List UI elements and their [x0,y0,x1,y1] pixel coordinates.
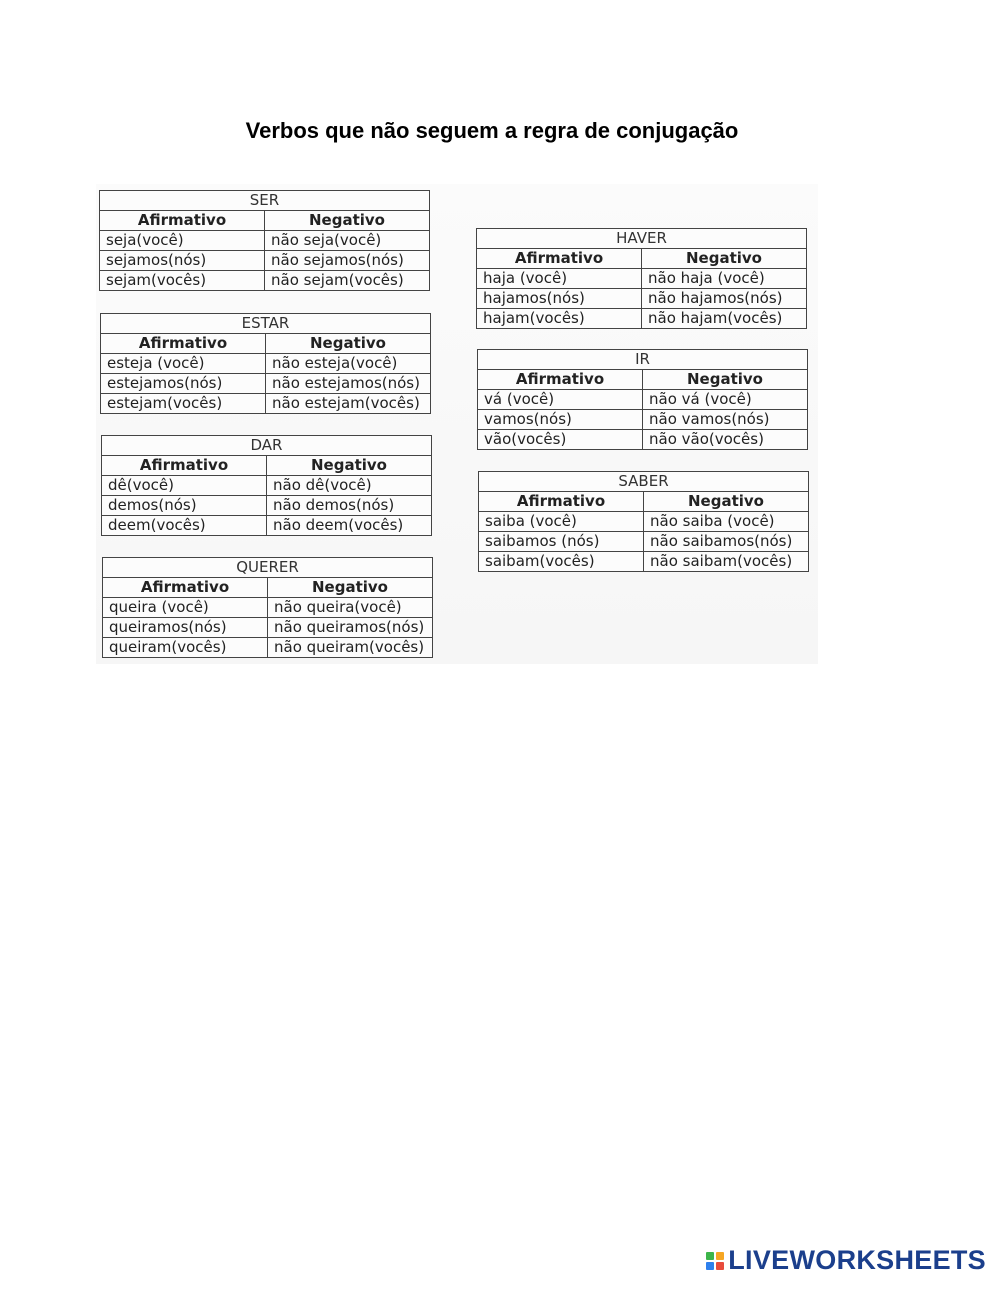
liveworksheets-logo[interactable] [706,1245,986,1276]
affirmative-cell: demos(nós) [102,496,267,516]
negative-cell: não hajam(vocês) [642,309,807,329]
column-header-negativo: Negativo [267,456,432,476]
negative-cell: não saibamos(nós) [644,532,809,552]
logo-square-icon [706,1252,714,1260]
affirmative-cell: hajamos(nós) [477,289,642,309]
verb-name: SER [100,191,430,211]
negative-cell: não vá (você) [643,390,808,410]
liveworksheets-logo-icon [706,1252,724,1270]
affirmative-cell: queira (você) [103,598,268,618]
affirmative-cell: dê(você) [102,476,267,496]
verb-name: QUERER [103,558,433,578]
verb-table-dar [101,435,432,536]
column-header-negativo: Negativo [268,578,433,598]
affirmative-cell: saibam(vocês) [479,552,644,572]
verb-table-ser [99,190,430,291]
column-header-negativo: Negativo [643,370,808,390]
table-row [103,638,433,658]
page-title: Verbos que não seguem a regra de conjugação [245,118,739,143]
column-header-afirmativo: Afirmativo [477,249,642,269]
negative-cell: não dê(você) [267,476,432,496]
logo-square-icon [716,1262,724,1270]
table-row [479,532,809,552]
table-row [101,394,431,414]
affirmative-cell: haja (você) [477,269,642,289]
verb-table-querer [102,557,433,658]
verb-table-saber [478,471,809,572]
affirmative-cell: vá (você) [478,390,643,410]
negative-cell: não seja(você) [265,231,430,251]
verb-table-ir [477,349,808,450]
table-row [477,269,807,289]
affirmative-cell: saiba (você) [479,512,644,532]
column-header-afirmativo: Afirmativo [102,456,267,476]
table-row [100,271,430,291]
negative-cell: não queiram(vocês) [268,638,433,658]
verb-name: IR [478,350,808,370]
column-header-negativo: Negativo [266,334,431,354]
negative-cell: não deem(vocês) [267,516,432,536]
table-row [101,374,431,394]
affirmative-cell: saibamos (nós) [479,532,644,552]
negative-cell: não sejamos(nós) [265,251,430,271]
table-row [477,309,807,329]
table-row [100,251,430,271]
table-row [478,410,808,430]
column-header-afirmativo: Afirmativo [100,211,265,231]
affirmative-cell: queiramos(nós) [103,618,268,638]
negative-cell: não estejamos(nós) [266,374,431,394]
liveworksheets-logo-text: LIVEWORKSHEETS [728,1245,986,1275]
table-row [103,618,433,638]
table-row [479,552,809,572]
negative-cell: não demos(nós) [267,496,432,516]
verb-table-estar [100,313,431,414]
verb-name: ESTAR [101,314,431,334]
column-header-negativo: Negativo [265,211,430,231]
column-header-afirmativo: Afirmativo [478,370,643,390]
verb-name: DAR [102,436,432,456]
verb-table-haver [476,228,807,329]
negative-cell: não haja (você) [642,269,807,289]
negative-cell: não vão(vocês) [643,430,808,450]
logo-square-icon [716,1252,724,1260]
table-row [479,512,809,532]
column-header-negativo: Negativo [644,492,809,512]
table-row [478,390,808,410]
negative-cell: não queiramos(nós) [268,618,433,638]
negative-cell: não saibam(vocês) [644,552,809,572]
column-header-afirmativo: Afirmativo [103,578,268,598]
table-row [477,289,807,309]
negative-cell: não hajamos(nós) [642,289,807,309]
verb-name: SABER [479,472,809,492]
negative-cell: não queira(você) [268,598,433,618]
column-header-negativo: Negativo [642,249,807,269]
negative-cell: não saiba (você) [644,512,809,532]
verb-name: HAVER [477,229,807,249]
logo-square-icon [706,1262,714,1270]
affirmative-cell: seja(você) [100,231,265,251]
affirmative-cell: vão(vocês) [478,430,643,450]
affirmative-cell: queiram(vocês) [103,638,268,658]
column-header-afirmativo: Afirmativo [479,492,644,512]
negative-cell: não sejam(vocês) [265,271,430,291]
table-row [102,476,432,496]
affirmative-cell: deem(vocês) [102,516,267,536]
table-row [478,430,808,450]
affirmative-cell: vamos(nós) [478,410,643,430]
table-row [102,516,432,536]
affirmative-cell: estejamos(nós) [101,374,266,394]
negative-cell: não vamos(nós) [643,410,808,430]
affirmative-cell: hajam(vocês) [477,309,642,329]
negative-cell: não esteja(você) [266,354,431,374]
negative-cell: não estejam(vocês) [266,394,431,414]
affirmative-cell: sejamos(nós) [100,251,265,271]
table-row [101,354,431,374]
affirmative-cell: estejam(vocês) [101,394,266,414]
column-header-afirmativo: Afirmativo [101,334,266,354]
affirmative-cell: sejam(vocês) [100,271,265,291]
table-row [100,231,430,251]
table-row [102,496,432,516]
table-row [103,598,433,618]
affirmative-cell: esteja (você) [101,354,266,374]
